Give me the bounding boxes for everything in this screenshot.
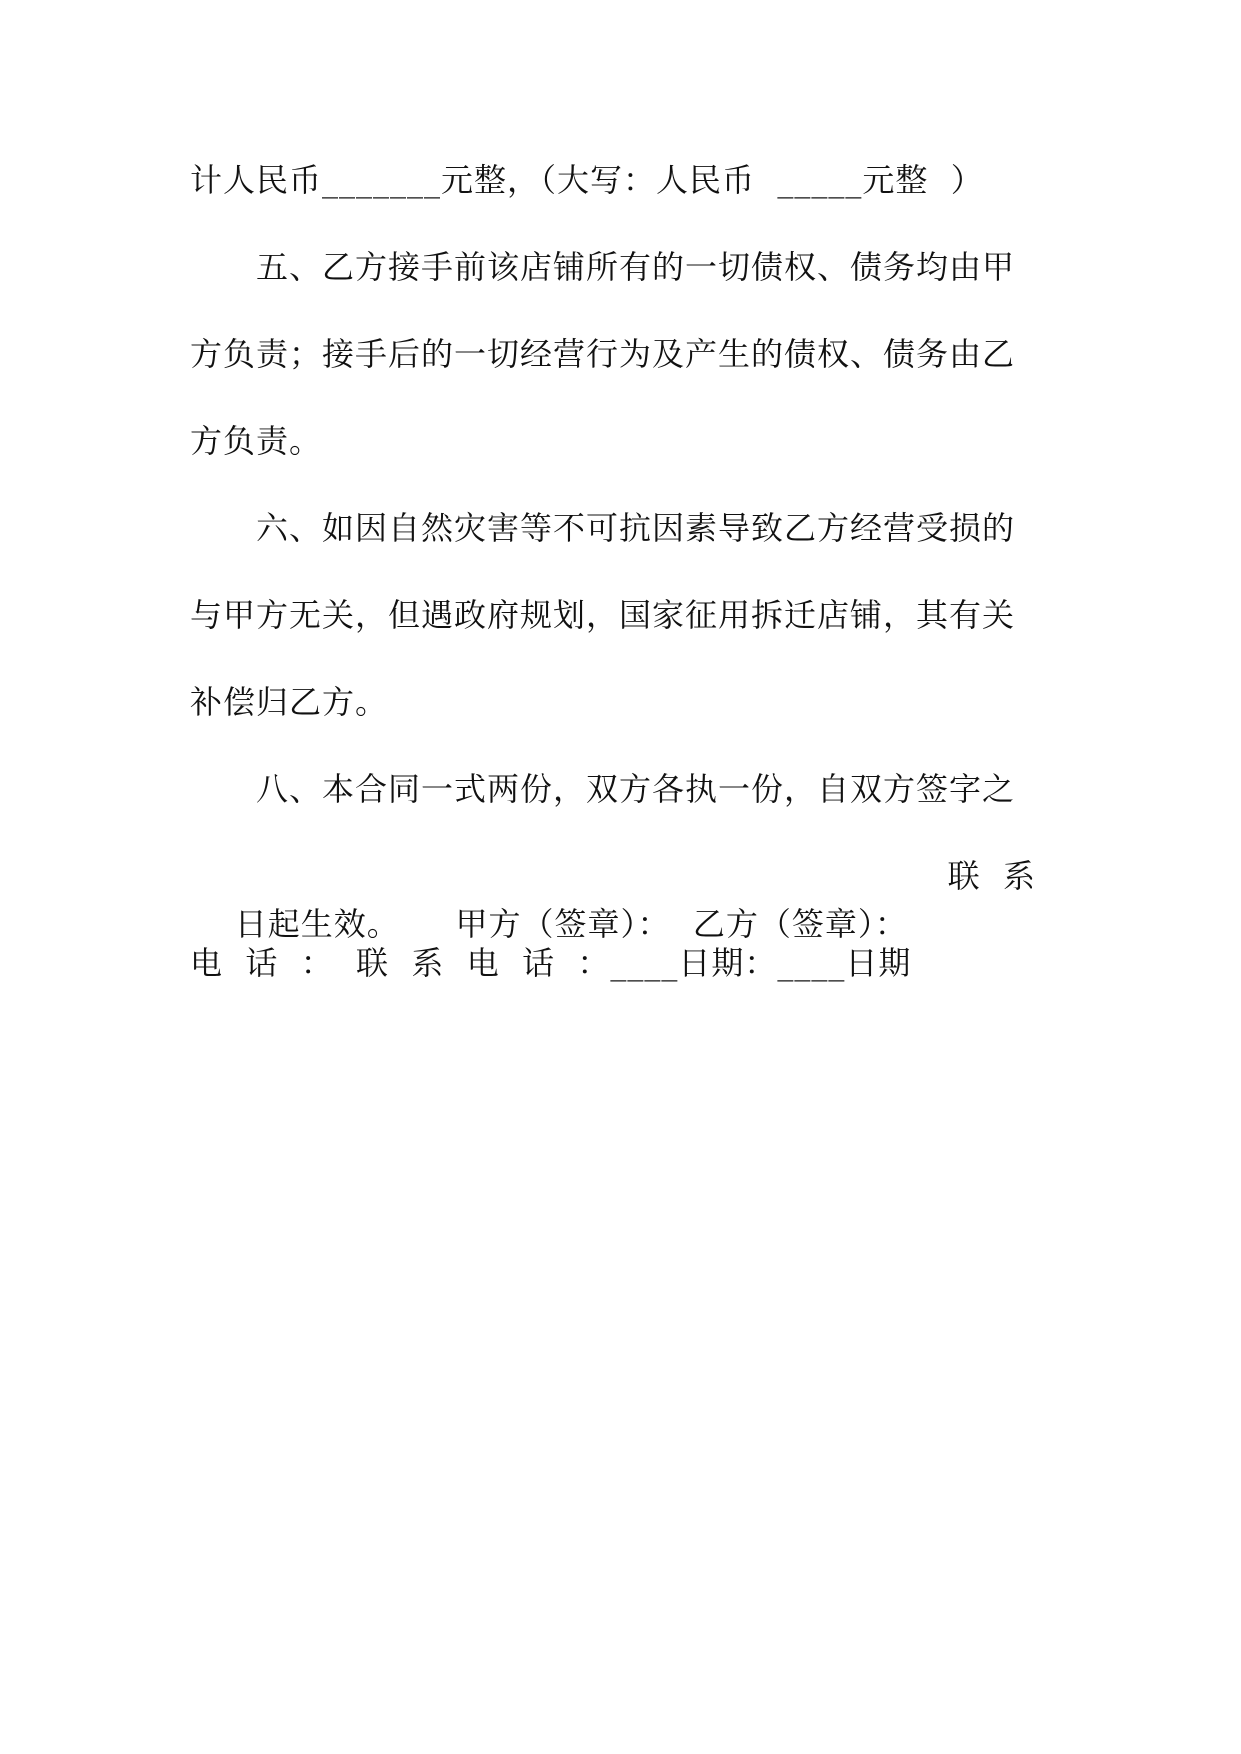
text-line-1: 计人民币_______元整，（大写：人民币 _____元整 ） <box>190 161 984 199</box>
text-line-7: 补偿归乙方。 <box>190 683 389 721</box>
contact-date-line: 电 话 ： 联 系 电 话 ：____日期：____日期 <box>190 944 912 982</box>
contact-label-start: 联 系 <box>947 857 1036 895</box>
signature-parties: 日起生效。 甲方（签章）： 乙方（签章）： <box>234 905 908 943</box>
text-line-8: 八、本合同一式两份，双方各执一份，自双方签字之 <box>256 770 1016 808</box>
signature-line <box>190 852 1030 943</box>
text-line-6: 与甲方无关，但遇政府规划，国家征用拆迁店铺，其有关 <box>190 596 1016 634</box>
text-line-2: 五、乙方接手前该店铺所有的一切债权、债务均由甲 <box>256 248 1016 286</box>
text-line-4: 方负责。 <box>190 422 323 460</box>
text-line-3: 方负责；接手后的一切经营行为及产生的债权、债务由乙 <box>190 335 1016 373</box>
text-line-5: 六、如因自然灾害等不可抗因素导致乙方经营受损的 <box>256 509 1016 547</box>
